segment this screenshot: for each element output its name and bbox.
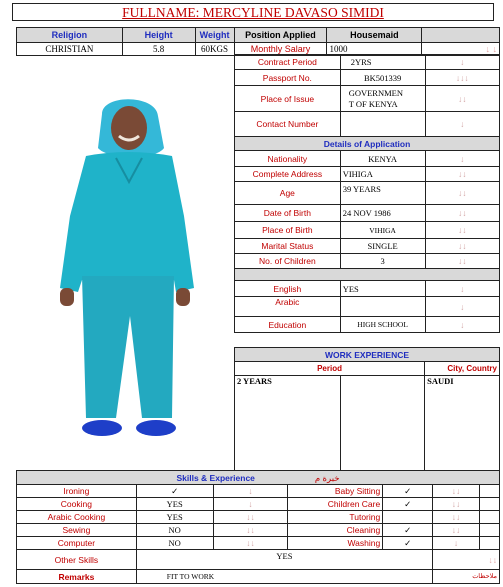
skill-cooking-value: YES — [136, 498, 213, 511]
arabic-language-label: Arabic — [235, 297, 341, 317]
place-of-issue-value — [340, 86, 425, 112]
applicant-photo — [16, 66, 234, 466]
arabic-label: ↓ — [213, 498, 288, 511]
contact-number-value — [340, 112, 425, 137]
arabic-label: ↓↓ — [425, 239, 499, 254]
skills-table — [16, 470, 500, 584]
arabic-label: ↓↓ — [425, 167, 499, 182]
skills-banner-arabic: خبرة م — [314, 472, 340, 483]
header-empty-cell — [422, 28, 500, 43]
period-header: Period — [235, 362, 425, 376]
height-header: Height — [122, 28, 195, 43]
person-figure — [60, 99, 194, 436]
passport-number-value: BK501339 — [340, 70, 425, 86]
other-skills-label: Other Skills — [17, 550, 137, 570]
education-value: HIGH SCHOOL — [340, 317, 425, 333]
complete-address-label: Complete Address — [235, 167, 341, 182]
arabic-label: ↓ — [213, 485, 288, 498]
details-of-application-banner: Details of Application — [235, 137, 500, 151]
arabic-label: ↓↓ — [213, 537, 288, 550]
contact-number-label: Contact Number — [235, 112, 341, 137]
position-value: Housemaid — [327, 28, 422, 43]
work-empty-cell — [340, 376, 425, 472]
children-count-value: 3 — [340, 254, 425, 269]
remarks-arabic-label: ملاحظات — [433, 570, 500, 584]
skill-computer-value: NO — [136, 537, 213, 550]
arabic-label: ↓↓ — [425, 86, 499, 112]
skill-baby-sitting-label: Baby Sitting — [288, 485, 383, 498]
work-experience-banner: WORK EXPERIENCE — [235, 348, 500, 362]
monthly-salary-value: 1000 — [327, 43, 422, 56]
skill-cooking-label: Cooking — [17, 498, 137, 511]
children-count-label: No. of Children — [235, 254, 341, 269]
skill-children-care-value: ✓ — [383, 498, 433, 511]
monthly-salary-label: Monthly Salary — [234, 43, 327, 56]
period-value: 2 YEARS — [235, 376, 341, 472]
position-applied-header: Position Applied — [234, 28, 327, 43]
skills-banner — [17, 471, 500, 485]
passport-number-label: Passport No. — [235, 70, 341, 86]
age-label: Age — [235, 182, 341, 205]
arabic-label: ↓↓ — [425, 182, 499, 205]
arabic-label: ↓↓ — [425, 254, 499, 269]
age-value: 39 YEARS — [340, 182, 425, 205]
remarks-label: Remarks — [17, 570, 137, 584]
details-table — [234, 54, 500, 333]
religion-header: Religion — [17, 28, 123, 43]
date-of-birth-label: Date of Birth — [235, 205, 341, 222]
arabic-label: ↓ — [425, 151, 499, 167]
skill-arabic-cooking-label: Arabic Cooking — [17, 511, 137, 524]
arabic-label: ↓ — [425, 297, 499, 317]
skill-children-care-label: Children Care — [288, 498, 383, 511]
place-of-birth-label: Place of Birth — [235, 222, 341, 239]
work-experience-table — [234, 347, 500, 472]
arabic-label: ↓↓ — [433, 550, 500, 570]
english-label: English — [235, 281, 341, 297]
skill-ironing-value: ✓ — [136, 485, 213, 498]
skills-empty-cell — [480, 524, 500, 537]
marital-status-label: Marital Status — [235, 239, 341, 254]
skill-ironing-label: Ironing — [17, 485, 137, 498]
date-of-birth-value: 24 NOV 1986 — [340, 205, 425, 222]
arabic-label: ↓↓↓ — [425, 70, 499, 86]
marital-status-value: SINGLE — [340, 239, 425, 254]
place-of-birth-value: VIHIGA — [340, 222, 425, 239]
skill-tutoring-value — [383, 511, 433, 524]
contract-period-label: Contract Period — [235, 55, 341, 70]
english-value: YES — [340, 281, 425, 297]
arabic-label: ↓ — [425, 317, 499, 333]
city-country-header: City, Country — [425, 362, 500, 376]
skill-washing-label: Washing — [288, 537, 383, 550]
skills-empty-cell — [480, 537, 500, 550]
skill-sewing-label: Sewing — [17, 524, 137, 537]
arabic-label: ↓ — [425, 112, 499, 137]
religion-value: CHRISTIAN — [17, 43, 123, 56]
complete-address-value: VIHIGA — [340, 167, 425, 182]
nationality-label: Nationality — [235, 151, 341, 167]
arabic-label: ↓ — [425, 55, 499, 70]
skills-empty-cell — [480, 485, 500, 498]
skill-washing-value: ✓ — [383, 537, 433, 550]
arabic-label: ↓↓ — [433, 511, 480, 524]
skill-tutoring-label: Tutoring — [288, 511, 383, 524]
place-of-issue-line-1: GOVERNMEN — [348, 87, 404, 98]
other-skills-value: YES — [136, 550, 432, 570]
arabic-label: ↓↓ — [213, 524, 288, 537]
arabic-label: ↓↓ — [213, 511, 288, 524]
arabic-label: ↓ — [425, 281, 499, 297]
place-of-issue-label: Place of Issue — [235, 86, 341, 112]
skills-empty-cell — [480, 511, 500, 524]
section-divider — [235, 269, 500, 281]
skills-banner-label: Skills & Experience — [176, 472, 255, 483]
skill-sewing-value: NO — [136, 524, 213, 537]
skills-empty-cell — [480, 498, 500, 511]
arabic-label: ↓↓ — [433, 524, 480, 537]
header-table — [16, 27, 500, 56]
skill-cleaning-label: Cleaning — [288, 524, 383, 537]
arabic-label: ↓↓ — [425, 205, 499, 222]
remarks-value: FIT TO WORK — [136, 570, 432, 584]
height-value: 5.8 — [122, 43, 195, 56]
skill-baby-sitting-value: ✓ — [383, 485, 433, 498]
place-of-issue-line-2: T OF KENYA — [348, 98, 398, 109]
arabic-label: ↓↓ — [433, 498, 480, 511]
arabic-label: ↓ ↓ — [422, 43, 500, 56]
nationality-value: KENYA — [340, 151, 425, 167]
skill-computer-label: Computer — [17, 537, 137, 550]
arabic-label: ↓↓ — [433, 485, 480, 498]
page-title: FULLNAME: MERCYLINE DAVASO SIMIDI — [12, 3, 494, 21]
weight-value: 60KGS — [195, 43, 234, 56]
arabic-label: ↓ — [433, 537, 480, 550]
education-label: Education — [235, 317, 341, 333]
skill-cleaning-value: ✓ — [383, 524, 433, 537]
arabic-language-value — [340, 297, 425, 317]
contract-period-value: 2YRS — [340, 55, 425, 70]
arabic-label: ↓↓ — [425, 222, 499, 239]
country-value: SAUDI — [425, 376, 500, 472]
weight-header: Weight — [195, 28, 234, 43]
skill-arabic-cooking-value: YES — [136, 511, 213, 524]
